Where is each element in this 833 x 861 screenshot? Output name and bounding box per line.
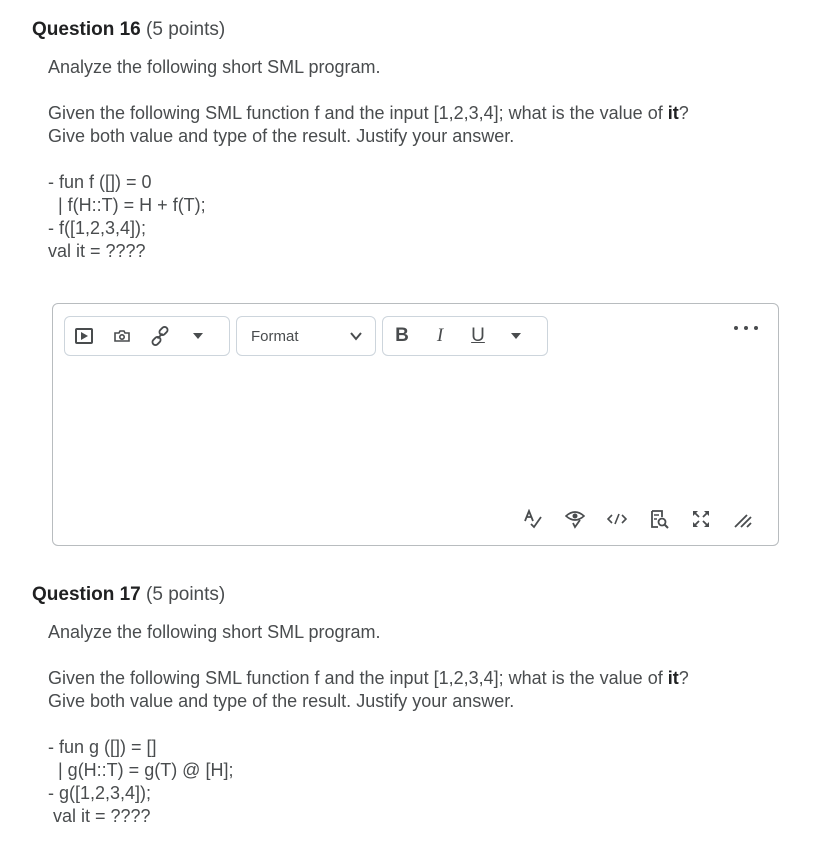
question-title [32, 19, 225, 41]
italic-button[interactable]: I [436, 325, 444, 346]
chevron-down-icon [510, 332, 522, 340]
chevron-down-icon [349, 329, 363, 343]
question-number: Question 17 [32, 584, 141, 605]
insert-stuff-icon [75, 328, 93, 344]
spellcheck-icon [523, 509, 543, 529]
question-prompt [48, 102, 689, 125]
prompt-end: ? [678, 668, 689, 688]
question-intro: Analyze the following short SML program. [48, 57, 381, 77]
question-points: (5 points) [146, 584, 226, 605]
fullscreen-button[interactable] [680, 507, 722, 531]
ellipsis-icon [734, 326, 738, 330]
ellipsis-icon [754, 326, 758, 330]
question-points: (5 points) [146, 19, 226, 40]
prompt-emphasis: it [667, 668, 679, 688]
question-number: Question 16 [32, 19, 141, 40]
text-format-more-button[interactable] [497, 317, 535, 355]
question-text [48, 56, 689, 263]
ellipsis-icon [744, 326, 748, 330]
question-text [48, 621, 689, 828]
insert-toolbar-group [64, 316, 230, 356]
code-line: val it = ???? [48, 806, 151, 826]
code-line: | f(H::T) = H + f(T); [48, 195, 206, 215]
editor-status-bar [512, 507, 764, 531]
spellcheck-button[interactable] [512, 507, 554, 531]
insert-link-icon [150, 326, 170, 346]
source-code-icon [607, 512, 627, 526]
preview-button[interactable] [638, 507, 680, 531]
prompt-end: ? [678, 103, 689, 123]
source-code-button[interactable] [596, 507, 638, 531]
underline-button[interactable]: U [471, 325, 485, 346]
insert-image-button[interactable] [103, 317, 141, 355]
insert-image-icon [112, 329, 132, 343]
more-actions-button[interactable] [734, 326, 758, 346]
question-prompt-2: Give both value and type of the result. Justify your answer. [48, 691, 515, 711]
code-line: - g([1,2,3,4]); [48, 783, 152, 803]
code-line: val it = ???? [48, 241, 146, 261]
question-title [32, 584, 225, 606]
format-dropdown[interactable] [236, 316, 376, 356]
insert-more-button[interactable] [179, 317, 217, 355]
prompt-emphasis: it [667, 103, 679, 123]
fullscreen-icon [691, 509, 711, 529]
prompt-text: Given the following SML function f and the input [1,2,3,4]; what is the value of [48, 103, 668, 123]
code-line: - f([1,2,3,4]); [48, 218, 147, 238]
insert-link-button[interactable] [141, 317, 179, 355]
code-line: - fun g ([]) = [] [48, 737, 157, 757]
prompt-text: Given the following SML function f and the input [1,2,3,4]; what is the value of [48, 668, 668, 688]
question-prompt [48, 667, 689, 690]
preview-icon [649, 509, 669, 529]
resize-handle[interactable] [722, 507, 764, 531]
accessibility-checker-button[interactable] [554, 507, 596, 531]
chevron-down-icon [192, 332, 204, 340]
question-prompt-2: Give both value and type of the result. Justify your answer. [48, 126, 515, 146]
insert-stuff-button[interactable] [65, 317, 103, 355]
resize-handle-icon [733, 509, 753, 529]
code-line: | g(H::T) = g(T) @ [H]; [48, 760, 234, 780]
text-format-toolbar-group [382, 316, 548, 356]
bold-button[interactable]: B [395, 325, 409, 346]
format-dropdown-label: Format [251, 327, 299, 345]
question-intro: Analyze the following short SML program. [48, 622, 381, 642]
accessibility-checker-icon [565, 509, 585, 529]
answer-editor[interactable] [52, 303, 779, 546]
code-line: - fun f ([]) = 0 [48, 172, 152, 192]
